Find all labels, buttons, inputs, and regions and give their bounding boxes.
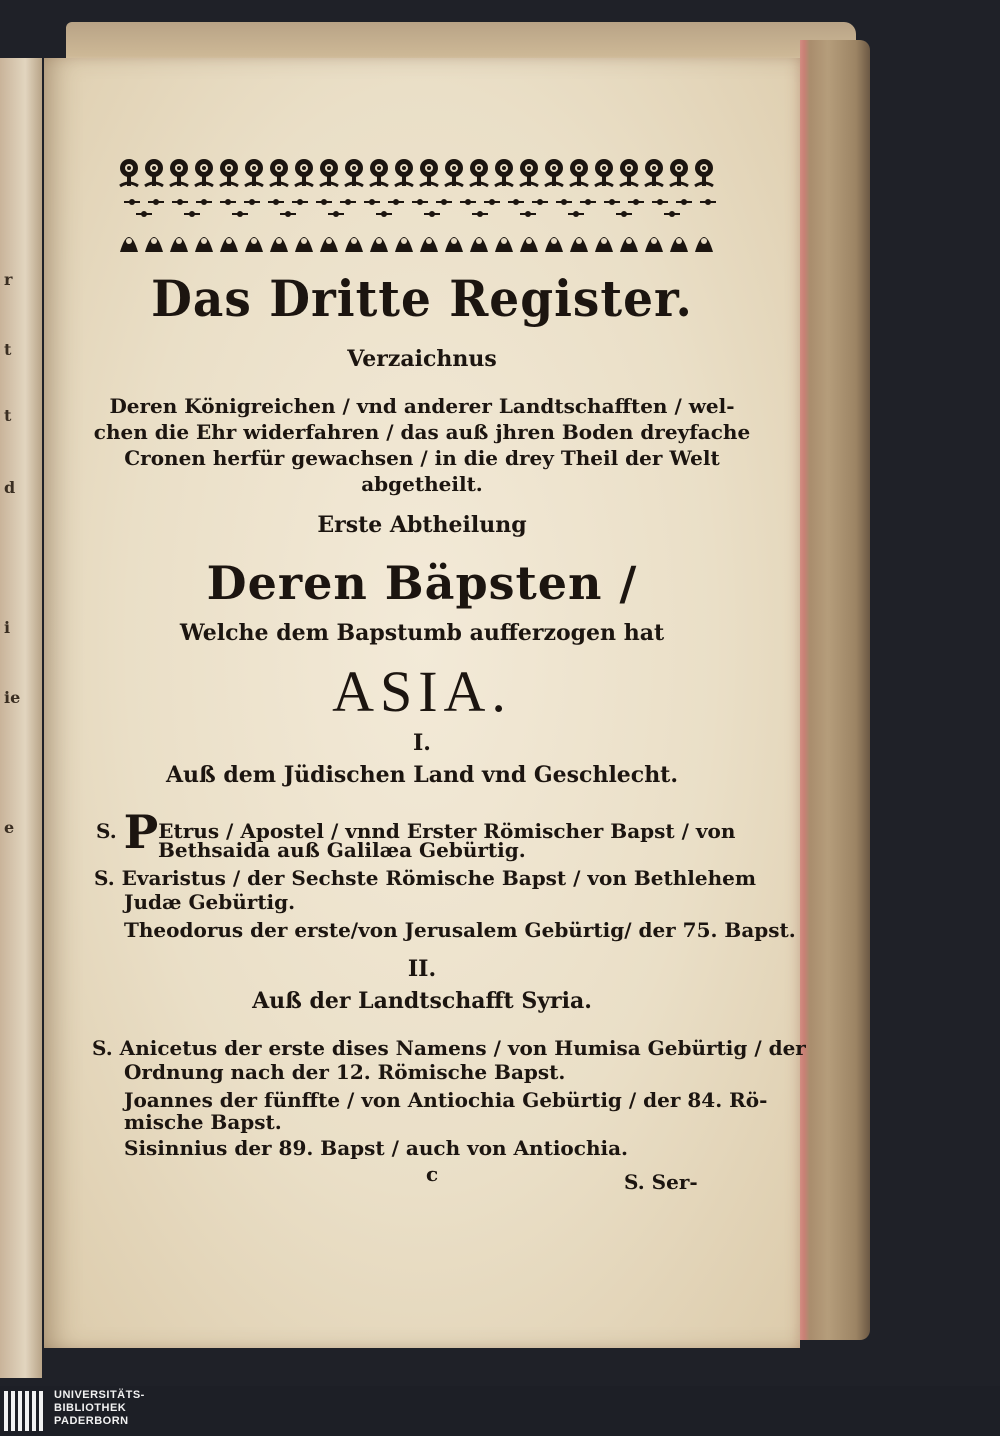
left-page-mark: t (4, 406, 12, 425)
main-heading: Deren Bäpsten / (206, 556, 638, 610)
part-numeral: II. (407, 956, 437, 982)
entry-line: Sisinnius der 89. Bapst / auch von Antiochia. (124, 1136, 629, 1160)
main-subheading: Welche dem Bapstumb aufferzogen hat (179, 620, 665, 646)
intro-line: Cronen herfür gewachsen / in die drey Theil der Welt (124, 446, 720, 470)
left-page-mark: e (4, 818, 15, 837)
drop-cap: P (123, 805, 159, 859)
ornament-row-flowers (120, 159, 713, 186)
ornament-border (118, 154, 722, 260)
footer-bar (0, 1386, 1000, 1436)
left-page-mark: t (4, 340, 12, 359)
left-page-mark: d (4, 478, 16, 497)
entry-line: Theodorus der erste/von Jerusalem Gebürtig/ der 75. Bapst. (124, 918, 796, 942)
intro-line: abgetheilt. (361, 472, 483, 496)
entry-prefix: S. (94, 866, 115, 890)
book-fore-edge (800, 40, 870, 1340)
logo-line: BIBLIOTHEK (54, 1402, 127, 1414)
logo-line: PADERBORN (54, 1415, 129, 1427)
entry-text: Evaristus / der Sechste Römische Bapst / von Bethlehem (121, 866, 757, 890)
left-page-edge (0, 58, 42, 1378)
continent-heading: ASIA. (332, 659, 512, 724)
entry-line: Judæ Gebürtig. (124, 890, 296, 914)
part-heading: Auß dem Jüdischen Land vnd Geschlecht. (165, 762, 679, 788)
entry-line: Joannes der fünffte / von Antiochia Gebürtig / der 84. Rö- (124, 1088, 768, 1112)
entry-line: Ordnung nach der 12. Römische Bapst. (124, 1060, 566, 1084)
left-page-mark: r (4, 270, 13, 289)
signature-mark: c (426, 1162, 439, 1186)
intro-line: chen die Ehr widerfahren / das auß jhren Boden dreyfache (93, 420, 751, 444)
entry-text: Etrus / Apostel / vnnd Erster Römischer Bapst / von (158, 819, 736, 843)
entry-line (94, 866, 756, 890)
logo-line: UNIVERSITÄTS- (54, 1389, 145, 1401)
intro-line: Deren Königreichen / vnd anderer Landtschafften / wel- (109, 394, 735, 418)
subtitle: Verzaichnus (347, 346, 497, 372)
library-logo-text (54, 1389, 145, 1428)
entry-prefix: S. (96, 819, 117, 843)
left-page-mark: ie (4, 688, 21, 707)
part-heading: Auß der Landtschafft Syria. (252, 988, 592, 1014)
entry-line: mische Bapst. (124, 1110, 282, 1134)
left-page-mark: i (4, 618, 11, 637)
part-numeral: I. (413, 730, 431, 756)
section-label: Erste Abtheilung (317, 512, 527, 538)
catchword: S. Ser- (624, 1170, 698, 1194)
entry-text: Anicetus der erste dises Namens / von Humisa Gebürtig / der (119, 1036, 806, 1060)
entry-line (92, 1036, 806, 1060)
entry-line: Bethsaida auß Galilæa Gebürtig. (158, 838, 526, 862)
entry-prefix: S. (92, 1036, 113, 1060)
page-title: Das Dritte Register. (151, 270, 693, 329)
library-logo-icon (4, 1391, 48, 1431)
